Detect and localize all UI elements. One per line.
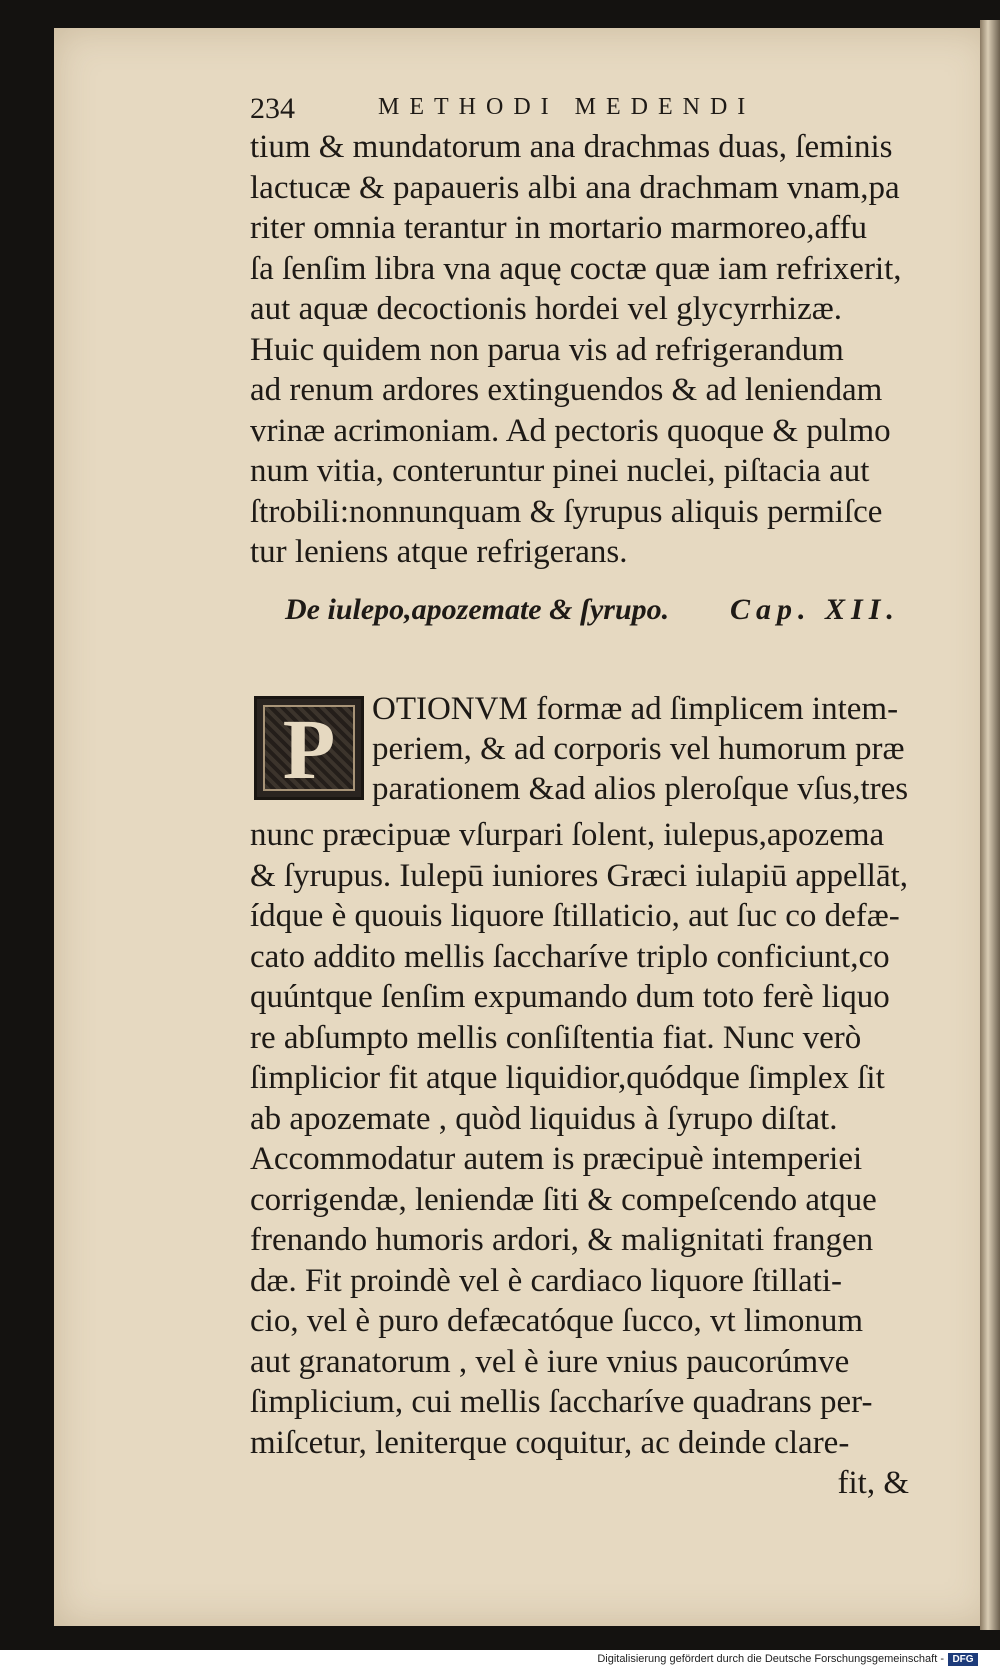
text-line: & ſyrupus. Iulepū iuniores Græci iulapiū appellāt, [250,857,909,894]
text-line: periem, & ad corporis vel humorum præ [372,731,905,767]
initial-letter: P [282,701,336,797]
text-line: num vitia, conteruntur pinei nuclei, piſtacia aut [250,453,870,489]
text-line: tur leniens atque refrigerans. [250,534,628,570]
text-line: re abſumpto mellis conſiſtentia fiat. Nunc verò [250,1019,862,1056]
text-line: frenando humoris ardori, & malignitati frangen [250,1222,874,1258]
text-line: ídque è quouis liquore ſtillaticio, aut ſuc co defæ- [250,898,900,934]
text-line: ſtrobili:nonnunquam & ſyrupus aliquis permiſce [250,493,883,530]
text-line: corrigendæ, leniendæ ſiti & compeſcendo atque [250,1181,877,1218]
text-line: fit, & [837,1465,909,1501]
decorated-initial-icon [254,696,364,800]
page-edge [980,20,1000,1630]
text-line: parationem &ad alios pleroſque vſus,tres [372,771,909,807]
text-line: ſimplicium, cui mellis ſaccharíve quadrans per- [250,1384,873,1420]
chapter-heading [285,593,925,643]
text-line: cato addito mellis ſaccharíve triplo conficiunt,co [250,938,890,975]
text-line: vrinæ acrimoniam. Ad pectoris quoque & pulmo [250,412,891,449]
paragraph-1 [250,127,915,573]
text-line: ad renum ardores extinguendos & ad leniendam [250,372,883,408]
dfg-logo-icon: DFG [948,1653,978,1666]
text-line: ab apozemate , quòd liquidus à ſyrupo diſtat. [250,1100,838,1137]
text-line: aut aquæ decoctionis hordei vel glycyrrhizæ. [250,291,843,327]
text-line: tium & mundatorum ana drachmas duas, ſeminis [250,129,893,165]
page-number: 234 [250,92,295,125]
chapter-number: Cap. XII. [730,593,900,626]
digitization-footer [0,1650,1000,1670]
text-line: Accommodatur autem is præcipuè intemperiei [250,1141,863,1177]
text-line: Huic quidem non parua vis ad refrigerandum [250,331,844,368]
paragraph-2 [250,815,915,1504]
text-line: ſa ſenſim libra vna aquę coctæ quæ iam refrixerit, [250,250,902,287]
text-line: dæ. Fit proindè vel è cardiaco liquore ſtillati- [250,1262,843,1299]
chapter-title: De iulepo,apozemate & ſyrupo. [285,593,670,626]
funding-notice: Digitalisierung gefördert durch die Deutsche Forschungsgemeinschaft - [597,1653,944,1665]
text-line: ſimplicior fit atque liquidior,quódque ſimplex ſit [250,1060,885,1096]
text-line: riter omnia terantur in mortario marmoreo,affu [250,210,867,246]
running-title: METHODI MEDENDI [378,94,756,120]
text-line: OTIONVM formæ ad ſimplicem intem- [372,691,899,727]
text-line: aut granatorum , vel è iure vnius paucorúmve [250,1343,850,1380]
paragraph-2-opening [372,689,927,809]
text-line: quúntque ſenſim expumando dum toto ferè liquo [250,979,890,1015]
text-line: cio, vel è puro defæcatóque ſucco, vt limonum [250,1303,864,1339]
text-line: lactucæ & papaueris albi ana drachmam vnam,pa [250,169,900,206]
text-line: miſcetur, leniterque coquitur, ac deinde clare- [250,1424,850,1461]
text-line: nunc præcipuæ vſurpari ſolent, iulepus,apozema [250,817,885,853]
